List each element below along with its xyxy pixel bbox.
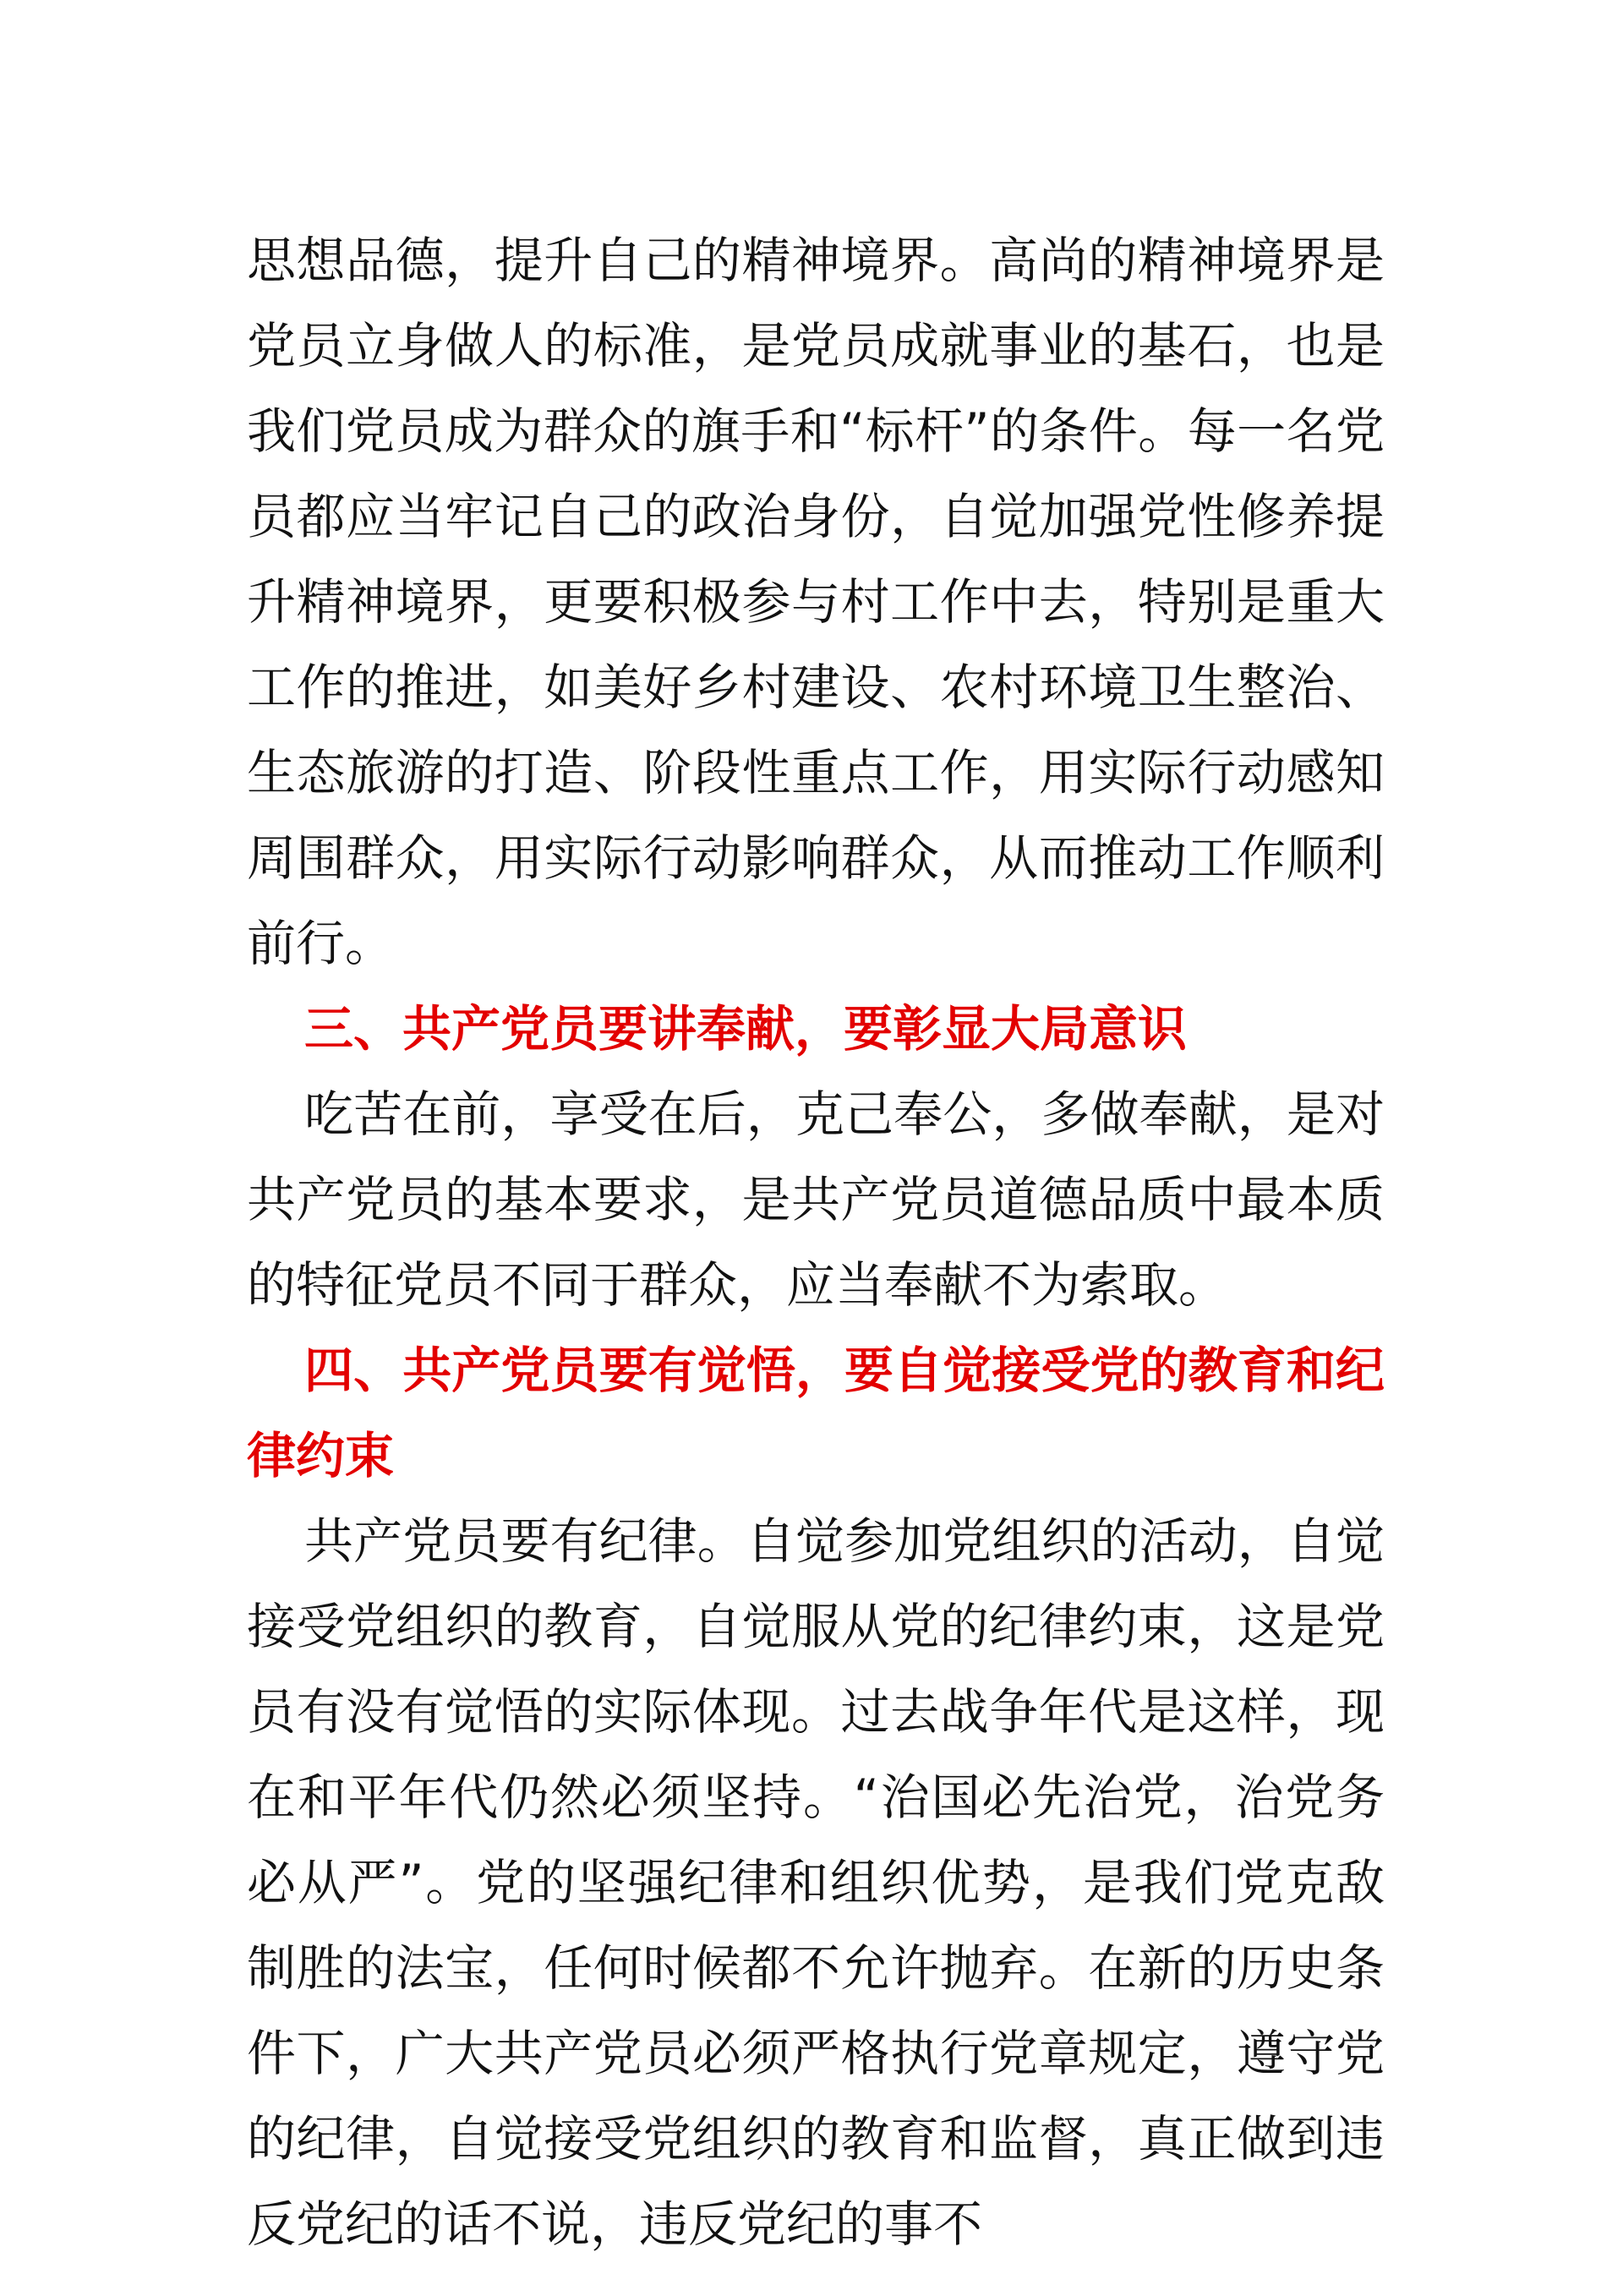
body-paragraph-3: 共产党员要有纪律。自觉参加党组织的活动，自觉接受党组织的教育，自觉服从党的纪律约束，这是党员有没有觉悟的实际体现。过去战争年代是这样，现在和平年代仍然必须坚持。“治国必先治党，治党务必从严”。党的坚强纪律和组织优势，是我们党克敌制胜的法宝，任何时候都不允许抛弃。在新的历史条件下，广大共产党员必须严格执行党章规定，遵守党的纪律，自觉接受党组织的教育和监督，真正做到违反党纪的话不说，违反党纪的事不 — [247, 1512, 1385, 2253]
body-paragraph-2: 吃苦在前，享受在后，克己奉公，多做奉献，是对共产党员的基本要求，是共产党员道德品质中最本质的特征党员不同于群众，应当奉献不为索取。 — [247, 1085, 1385, 1314]
section-heading-3: 三、共产党员要讲奉献，要彰显大局意识 — [304, 1000, 1188, 1058]
body-paragraph-1: 思想品德，提升自己的精神境界。高尚的精神境界是党员立身做人的标准，是党员成就事业的基石，也是我们党员成为群众的旗手和“标杆”的条件。每一名党员都应当牢记自己的政治身份，自觉加强党性修养提升精神境界，更要积极参与村工作中去，特别是重大工作的推进，如美好乡村建设、农村环境卫生整治、生态旅游的打造、阶段性重点工作，用实际行动感知周围群众，用实际行动影响群众，从而推动工作顺利前行。 — [247, 232, 1385, 972]
document-body — [247, 218, 1385, 2267]
section-heading-4: 四、共产党员要有觉悟，要自觉接受党的教育和纪律约束 — [247, 1342, 1385, 1484]
